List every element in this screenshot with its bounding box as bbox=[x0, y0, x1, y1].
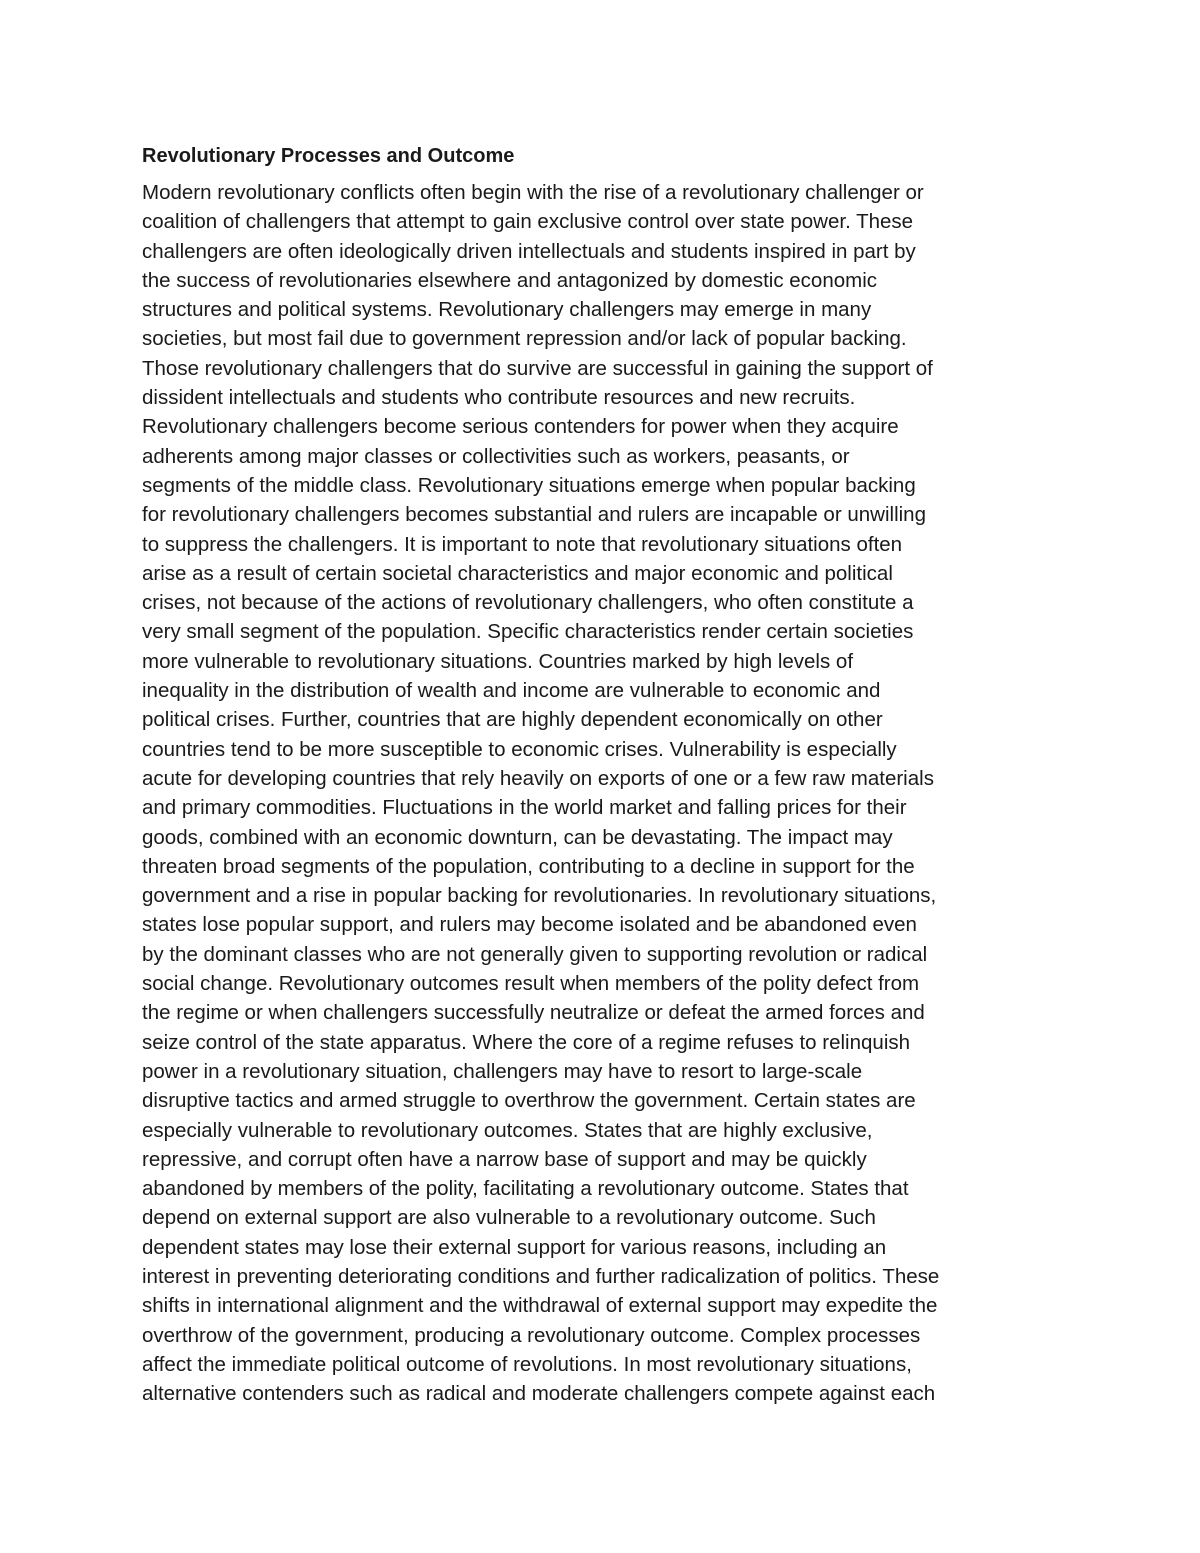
text-line: inequality in the distribution of wealth and income are vulnerable to economic and bbox=[142, 679, 881, 703]
text-line: threaten broad segments of the population, contributing to a decline in support for the bbox=[142, 854, 915, 878]
text-line: Modern revolutionary conflicts often begin with the rise of a revolutionary challenger or bbox=[142, 181, 924, 204]
text-line: dissident intellectuals and students who contribute resources and new recruits. bbox=[142, 386, 856, 410]
text-line: states lose popular support, and rulers may become isolated and be abandoned even bbox=[142, 913, 917, 937]
text-line: shifts in international alignment and the withdrawal of external support may expedite the bbox=[142, 1294, 938, 1318]
text-line: societies, but most fail due to government repression and/or lack of popular backing. bbox=[142, 327, 907, 351]
text-line: especially vulnerable to revolutionary outcomes. States that are highly exclusive, bbox=[142, 1118, 873, 1142]
document-content bbox=[142, 140, 1082, 1408]
text-line: and primary commodities. Fluctuations in the world market and falling prices for their bbox=[142, 796, 907, 820]
text-line: to suppress the challengers. It is important to note that revolutionary situations often bbox=[142, 532, 903, 556]
text-line: affect the immediate political outcome of revolutions. In most revolutionary situations, bbox=[142, 1352, 912, 1376]
text-line: countries tend to be more susceptible to economic crises. Vulnerability is especially bbox=[142, 737, 897, 761]
text-line: for revolutionary challengers becomes substantial and rulers are incapable or unwilling bbox=[142, 503, 926, 527]
text-line: disruptive tactics and armed struggle to overthrow the government. Certain states are bbox=[142, 1089, 916, 1113]
text-line: repressive, and corrupt often have a narrow base of support and may be quickly bbox=[142, 1147, 867, 1171]
document-title: Revolutionary Processes and Outcome bbox=[142, 145, 515, 167]
text-line: coalition of challengers that attempt to gain exclusive control over state power. These bbox=[142, 210, 914, 234]
text-line: Those revolutionary challengers that do survive are successful in gaining the support of bbox=[142, 356, 933, 380]
text-line: acute for developing countries that rely heavily on exports of one or a few raw materials bbox=[142, 766, 934, 790]
text-line: political crises. Further, countries that are highly dependent economically on other bbox=[142, 708, 883, 732]
text-line: arise as a result of certain societal characteristics and major economic and political bbox=[142, 561, 893, 585]
text-line: structures and political systems. Revolutionary challengers may emerge in many bbox=[142, 298, 872, 322]
text-line: social change. Revolutionary outcomes result when members of the polity defect from bbox=[142, 972, 920, 996]
text-line: the success of revolutionaries elsewhere and antagonized by domestic economic bbox=[142, 268, 877, 292]
text-line: crises, not because of the actions of revolutionary challengers, who often constitute a bbox=[142, 591, 914, 615]
text-line: abandoned by members of the polity, facilitating a revolutionary outcome. States that bbox=[142, 1177, 909, 1201]
text-line: goods, combined with an economic downturn, can be devastating. The impact may bbox=[142, 825, 893, 849]
text-line: very small segment of the population. Specific characteristics render certain societies bbox=[142, 620, 914, 644]
text-line: power in a revolutionary situation, challengers may have to resort to large-scale bbox=[142, 1059, 863, 1083]
text-line: challengers are often ideologically driven intellectuals and students inspired in part by bbox=[142, 239, 916, 263]
body-paragraph bbox=[142, 178, 1082, 1408]
text-line: dependent states may lose their external support for various reasons, including an bbox=[142, 1235, 887, 1259]
text-line: Revolutionary challengers become serious contenders for power when they acquire bbox=[142, 415, 899, 439]
text-line: the regime or when challengers successfully neutralize or defeat the armed forces and bbox=[142, 1001, 925, 1025]
text-line: overthrow of the government, producing a revolutionary outcome. Complex processes bbox=[142, 1323, 921, 1347]
text-line: adherents among major classes or collectivities such as workers, peasants, or bbox=[142, 444, 850, 468]
text-line: interest in preventing deteriorating conditions and further radicalization of politics. These bbox=[142, 1264, 940, 1288]
text-line: government and a rise in popular backing for revolutionaries. In revolutionary situations, bbox=[142, 884, 937, 908]
text-line: more vulnerable to revolutionary situations. Countries marked by high levels of bbox=[142, 649, 854, 673]
text-line: seize control of the state apparatus. Where the core of a regime refuses to relinquish bbox=[142, 1030, 911, 1054]
text-line: by the dominant classes who are not generally given to supporting revolution or radical bbox=[142, 942, 928, 966]
text-line: alternative contenders such as radical and moderate challengers compete against each bbox=[142, 1382, 936, 1406]
text-line: depend on external support are also vulnerable to a revolutionary outcome. Such bbox=[142, 1206, 876, 1230]
text-line: segments of the middle class. Revolutionary situations emerge when popular backing bbox=[142, 473, 916, 497]
